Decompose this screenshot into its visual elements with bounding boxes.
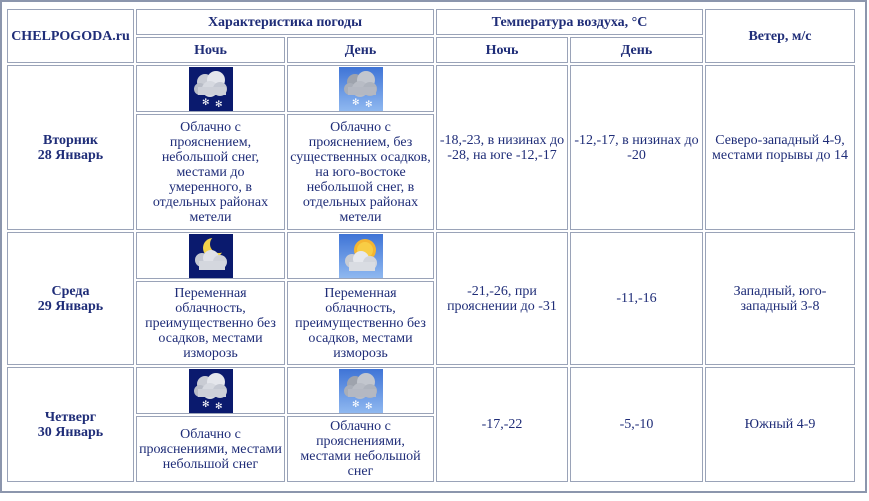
night-cloudy-snow-icon (189, 369, 233, 413)
night-description: Переменная облачность, преимущественно без осадков, местами изморозь (136, 281, 285, 365)
wind: Южный 4-9 (705, 367, 855, 482)
day-label (7, 65, 134, 230)
site-name: CHELPOGODA.ru (7, 9, 134, 63)
day-icon-cell (287, 367, 434, 414)
day-header: День (287, 37, 434, 63)
moon-cloud-icon (189, 234, 233, 278)
night-description: Облачно с прояснениями, местами небольшой снег (136, 416, 285, 482)
forecast-table (5, 7, 857, 484)
day-cloudy-snow-icon (339, 369, 383, 413)
weekday: Вторник (42, 132, 98, 148)
night-icon-cell (136, 65, 285, 112)
night-header: Ночь (136, 37, 285, 63)
weekday: Четверг (44, 409, 97, 425)
svg-text:✻: ✻ (201, 399, 210, 410)
weekday: Среда (51, 283, 90, 299)
svg-text:✻: ✻ (214, 99, 223, 110)
day-cloudy-snow-icon (339, 67, 383, 111)
day-icon-cell (287, 65, 434, 112)
wind-header: Ветер, м/с (705, 9, 855, 63)
svg-text:✻: ✻ (351, 399, 360, 410)
temp-day: -12,-17, в низинах до -20 (570, 65, 703, 230)
night-icon-cell (136, 367, 285, 414)
wind: Северо-западный 4-9, местами порывы до 14 (705, 65, 855, 230)
date: 30 Январь (37, 424, 104, 440)
weather-char-header: Характеристика погоды (136, 9, 434, 35)
temp-day: -11,-16 (570, 232, 703, 365)
temp-night: -18,-23, в низинах до -28, на юге -12,-17 (436, 65, 568, 230)
temp-night: -17,-22 (436, 367, 568, 482)
day-description: Переменная облачность, преимущественно без осадков, местами изморозь (287, 281, 434, 365)
night-cloudy-snow-icon (189, 67, 233, 111)
night-description: Облачно с прояснением, небольшой снег, местами до умеренного, в отдельных районах метели (136, 114, 285, 230)
day-description: Облачно с прояснением, без существенных осадков, на юго-востоке небольшой снег, в отдельных районах метели (287, 114, 434, 230)
svg-text:✻: ✻ (214, 401, 223, 412)
day-description: Облачно с прояснениями, местами небольшой снег (287, 416, 434, 482)
day-label (7, 367, 134, 482)
night-icon-cell (136, 232, 285, 279)
wind: Западный, юго-западный 3-8 (705, 232, 855, 365)
temp-night: -21,-26, при прояснении до -31 (436, 232, 568, 365)
svg-text:✻: ✻ (351, 97, 360, 108)
air-temp-header: Температура воздуха, °С (436, 9, 703, 35)
temp-day: -5,-10 (570, 367, 703, 482)
day-icon-cell (287, 232, 434, 279)
svg-text:✻: ✻ (364, 401, 373, 412)
date: 29 Январь (37, 298, 104, 314)
temp-day-header: День (570, 37, 703, 63)
date: 28 Январь (37, 147, 104, 163)
svg-text:✻: ✻ (364, 99, 373, 110)
svg-text:✻: ✻ (201, 97, 210, 108)
sun-cloud-icon (339, 234, 383, 278)
temp-night-header: Ночь (436, 37, 568, 63)
day-label (7, 232, 134, 365)
